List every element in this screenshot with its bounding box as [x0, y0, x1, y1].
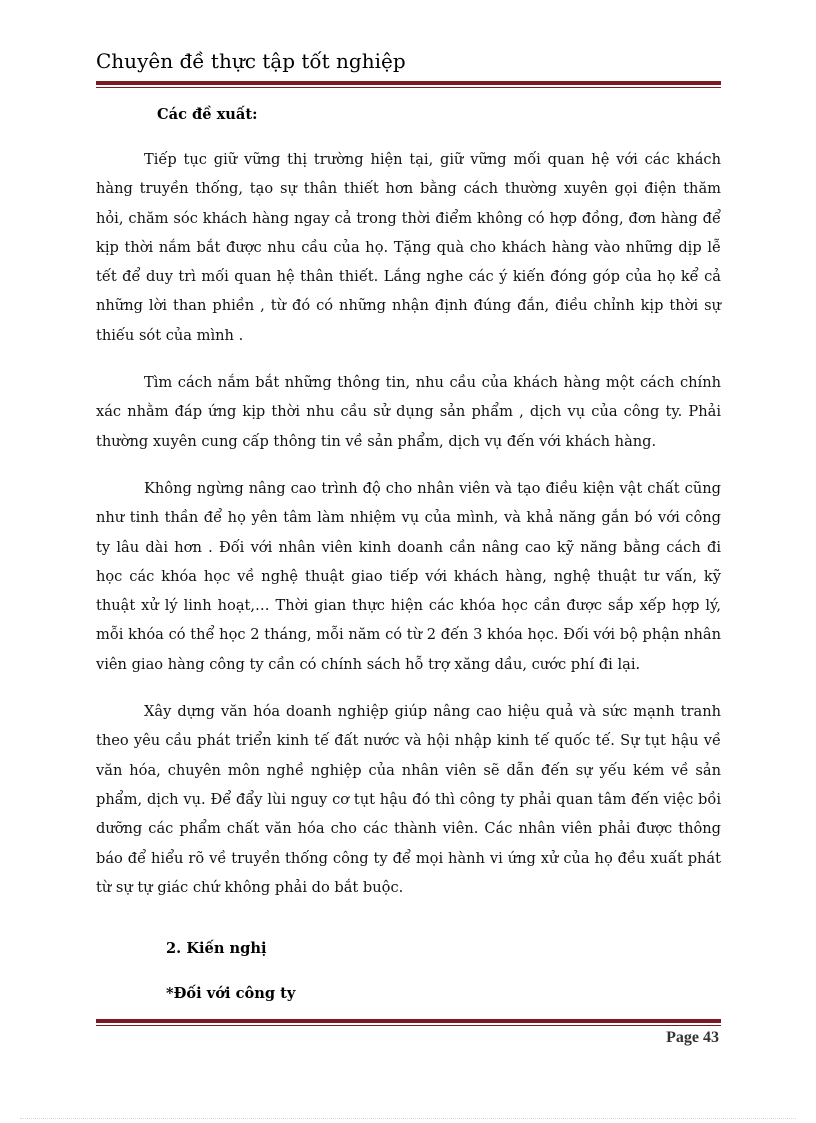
footer-divider: [96, 1019, 721, 1026]
paragraph: Tìm cách nắm bắt những thông tin, nhu cầu của khách hàng một cách chính xác nhằm đáp ứng kịp thời nhu cầu sử dụng sản phẩm , dịch vụ của công ty. Phải thường xuyên cung cấp thông tin về sản phẩm, dịch vụ đến với khách hàng.: [96, 374, 721, 450]
company-subheading: *Đối với công ty: [166, 985, 296, 1002]
paragraph: Tiếp tục giữ vững thị trường hiện tại, giữ vững mối quan hệ với các khách hàng truyền thống, tạo sự thân thiết hơn bằng cách thường xuyên gọi điện thăm hỏi, chăm sóc khách hàng ngay cả trong thời điểm không có hợp đồng, đơn hàng để kịp thời nắm bắt được nhu cầu của họ. Tặng quà cho khách hàng vào những dịp lễ tết để duy trì mối quan hệ thân thiết. Lắng nghe các ý kiến đóng góp của họ kể cả những lời than phiền , từ đó có những nhận định đúng đắn, điều chỉnh kịp thời sự thiếu sót của mình .: [96, 151, 721, 344]
header-divider: [96, 81, 721, 88]
paragraph: Không ngừng nâng cao trình độ cho nhân viên và tạo điều kiện vật chất cũng như tinh thần để họ yên tâm làm nhiệm vụ của mình, và khả năng gắn bó với công ty lâu dài hơn . Đối với nhân viên kinh doanh cần nâng cao kỹ năng bằng cách đi học các khóa học về nghệ thuật giao tiếp với khách hàng, nghệ thuật tư vấn, kỹ thuật xử lý linh hoạt,… Thời gian thực hiện các khóa học cần được sắp xếp hợp lý, mỗi khóa có thể học 2 tháng, mỗi năm có từ 2 đến 3 khóa học. Đối với bộ phận nhân viên giao hàng công ty cần có chính sách hỗ trợ xăng dầu, cước phí đi lại.: [96, 479, 721, 673]
page-number: Page 43: [666, 1029, 719, 1046]
recommendations-heading: 2. Kiến nghị: [166, 940, 267, 957]
page-header-title: Chuyên đề thực tập tốt nghiệp: [96, 49, 406, 73]
body-text: [96, 145, 721, 920]
paragraph: Xây dựng văn hóa doanh nghiệp giúp nâng cao hiệu quả và sức mạnh tranh theo yêu cầu phát triển kinh tế đất nước và hội nhập kinh tế quốc tế. Sự tụt hậu về văn hóa, chuyên môn nghề nghiệp của nhân viên sẽ dẫn đến sự yếu kém về sản phẩm, dịch vụ. Để đẩy lùi nguy cơ tụt hậu đó thì công ty phải quan tâm đến việc bồi dưỡng các phẩm chất văn hóa cho các thành viên. Các nhân viên phải được thông báo để hiểu rõ về truyền thống công ty để mọi hành vi ứng xử của họ đều xuất phát từ sự tự giác chứ không phải do bắt buộc.: [96, 703, 721, 896]
proposals-heading: Các đề xuất:: [157, 106, 258, 123]
page-edge-dotted-line: [20, 1118, 796, 1119]
